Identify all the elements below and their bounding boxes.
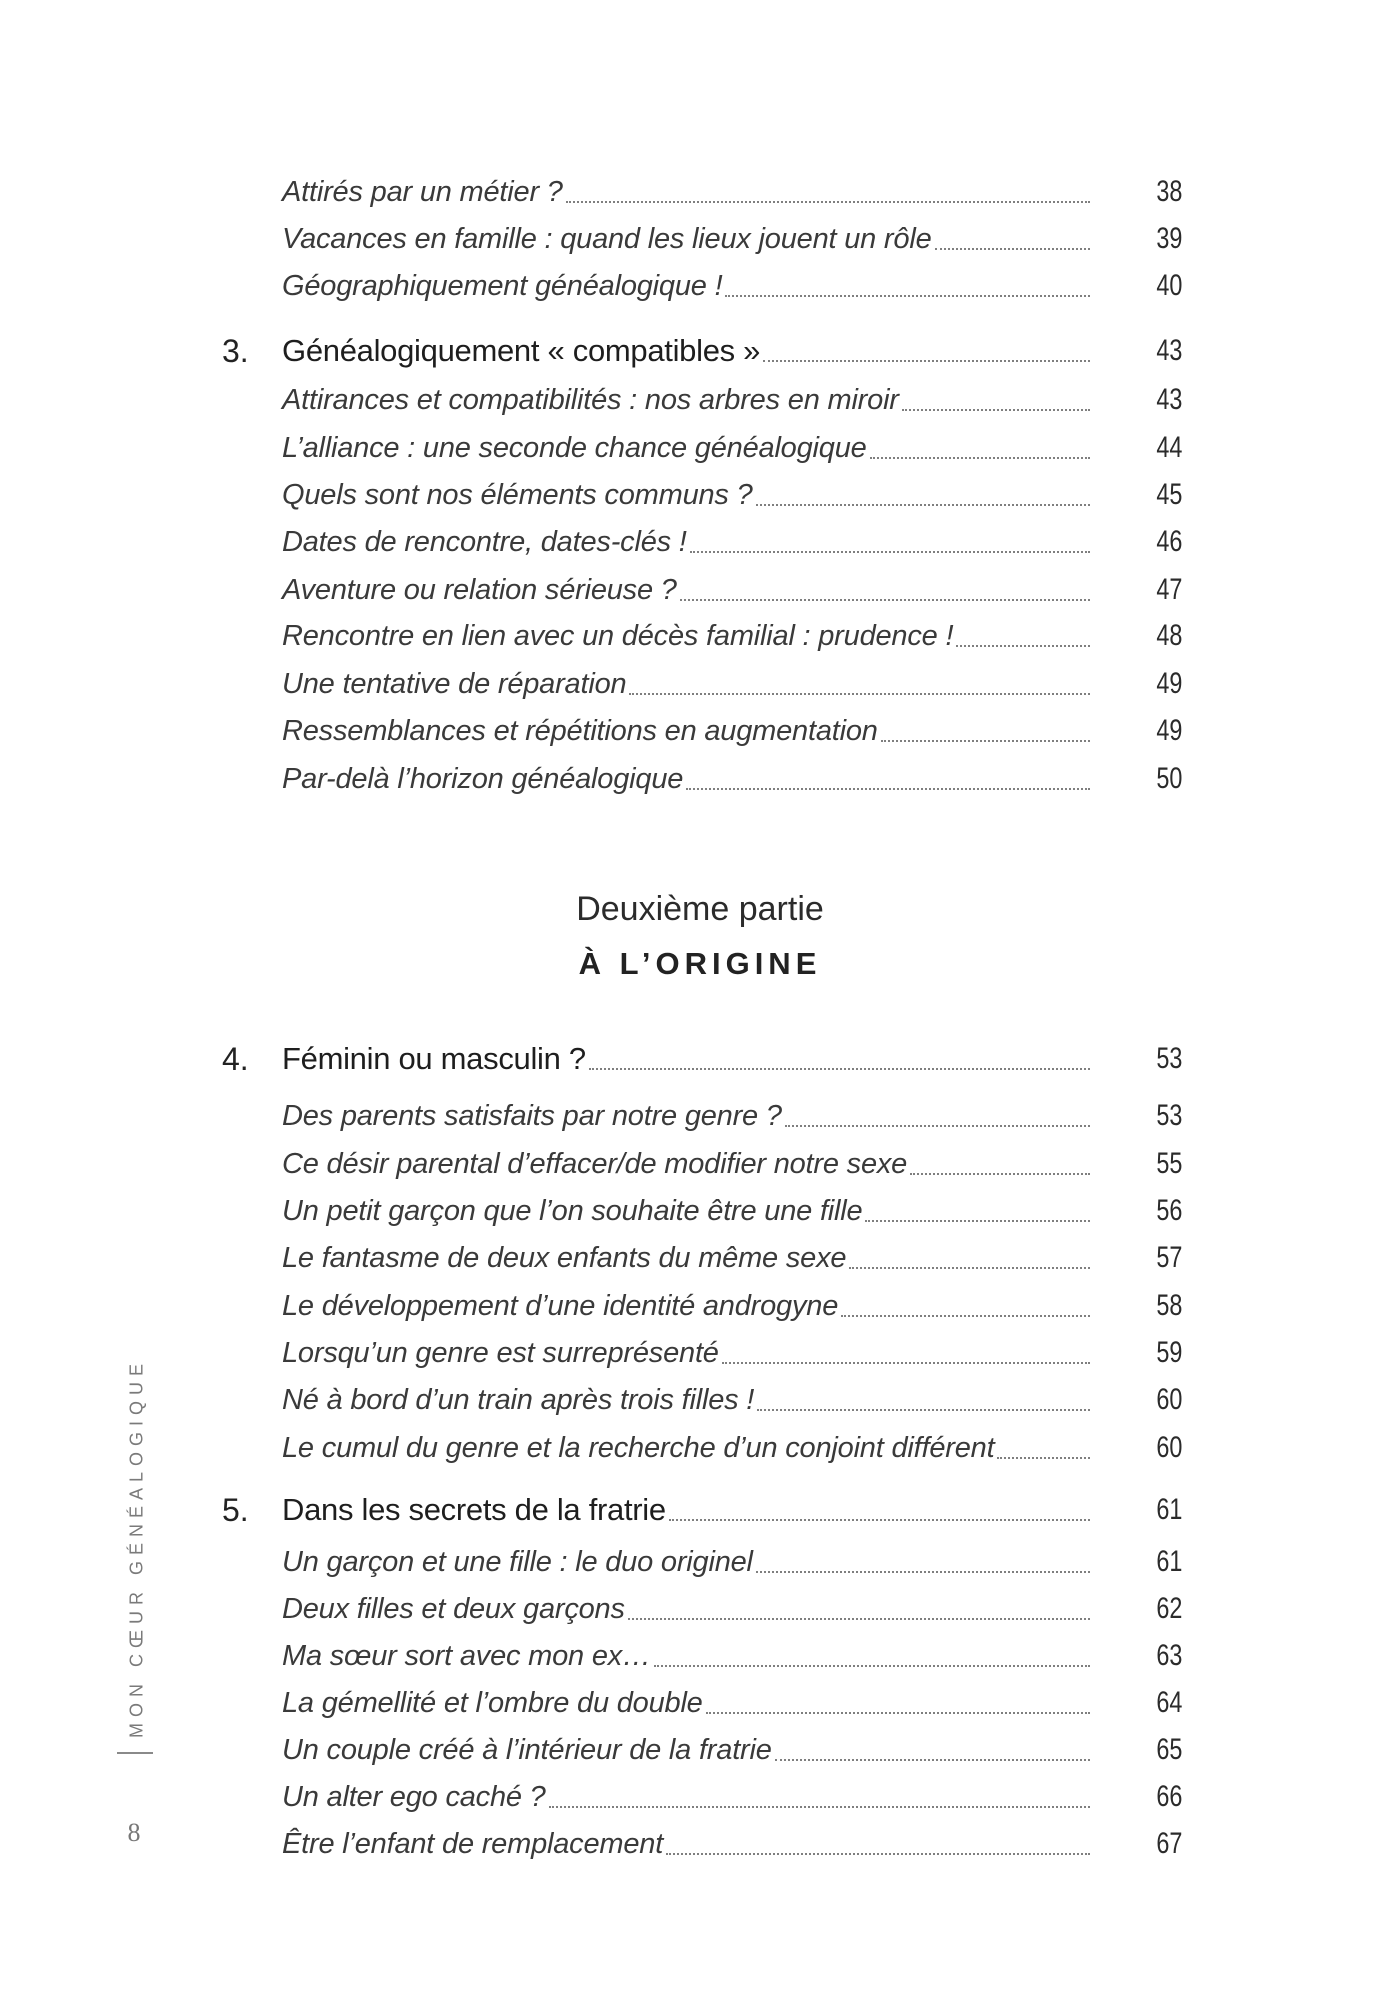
dot-leader <box>997 1457 1090 1459</box>
toc-entry[interactable] <box>222 1683 1182 1723</box>
toc-entry-title: Attirances et compatibilités : nos arbres en miroir <box>282 384 899 416</box>
toc-entry-title: Des parents satisfaits par notre genre ? <box>282 1100 782 1132</box>
toc-chapter-4[interactable] <box>222 1039 1182 1079</box>
dot-leader <box>775 1759 1090 1761</box>
toc-page-number: 55 <box>1155 1147 1182 1180</box>
toc-entry[interactable] <box>222 1636 1182 1676</box>
dot-leader <box>629 693 1090 695</box>
dot-leader <box>881 740 1090 742</box>
toc-entry[interactable] <box>222 711 1182 751</box>
dot-leader <box>669 1519 1090 1521</box>
toc-entry[interactable] <box>222 428 1182 468</box>
toc-entry-title: Être l’enfant de remplacement <box>282 1828 664 1860</box>
dot-leader <box>870 457 1090 459</box>
dot-leader <box>763 360 1090 362</box>
toc-entry[interactable] <box>222 1238 1182 1278</box>
toc-page-number: 61 <box>1155 1493 1182 1526</box>
dot-leader <box>706 1712 1090 1714</box>
toc-entry[interactable] <box>222 1589 1182 1629</box>
dot-leader <box>654 1665 1090 1667</box>
toc-entry-title: Un garçon et une fille : le duo originel <box>282 1546 753 1578</box>
dot-leader <box>690 551 1090 553</box>
toc-page-number: 60 <box>1155 1431 1182 1464</box>
toc-page-number: 67 <box>1155 1827 1182 1860</box>
margin-rule <box>117 1752 153 1754</box>
toc-entry-title: La gémellité et l’ombre du double <box>282 1687 703 1719</box>
toc-entry-title: Ce désir parental d’effacer/de modifier notre sexe <box>282 1148 908 1180</box>
dot-leader <box>865 1220 1090 1222</box>
dot-leader <box>841 1315 1090 1317</box>
toc-entry-title: Le fantasme de deux enfants du même sexe <box>282 1242 847 1274</box>
part-label: Deuxième partie <box>576 890 824 928</box>
running-head-text: MON CŒUR GÉNÉALOGIQUE <box>126 1357 147 1738</box>
toc-entry-title: Deux filles et deux garçons <box>282 1593 625 1625</box>
toc-entry[interactable] <box>222 219 1182 259</box>
toc-page-number: 50 <box>1155 762 1182 795</box>
toc-page-number: 63 <box>1155 1639 1182 1672</box>
dot-leader <box>680 599 1090 601</box>
toc-entry-title: Aventure ou relation sérieuse ? <box>282 574 677 606</box>
toc-page-number: 66 <box>1155 1780 1182 1813</box>
dot-leader <box>628 1618 1090 1620</box>
toc-page-number: 65 <box>1155 1733 1182 1766</box>
dot-leader <box>849 1267 1090 1269</box>
toc-page-number: 43 <box>1155 334 1182 367</box>
toc-entry-title: Vacances en famille : quand les lieux jouent un rôle <box>282 223 932 255</box>
toc-page-number: 62 <box>1155 1592 1182 1625</box>
toc-entry-title: Un alter ego caché ? <box>282 1781 546 1813</box>
toc-page-number: 64 <box>1155 1686 1182 1719</box>
dot-leader <box>756 1571 1090 1573</box>
toc-entry[interactable] <box>222 266 1182 306</box>
toc-entry-title: Le développement d’une identité androgyne <box>282 1290 839 1322</box>
toc-page-number: 59 <box>1155 1336 1182 1369</box>
toc-entry[interactable] <box>222 1333 1182 1373</box>
chapter-title: Dans les secrets de la fratrie <box>282 1492 666 1527</box>
dot-leader <box>725 295 1090 297</box>
toc-entry-title: Par-delà l’horizon généalogique <box>282 763 684 795</box>
toc-entry-title: Dates de rencontre, dates-clés ! <box>282 526 687 558</box>
toc-page-number: 44 <box>1155 431 1182 464</box>
toc-page-number: 48 <box>1155 619 1182 652</box>
chapter-title: Féminin ou masculin ? <box>282 1041 586 1076</box>
toc-entry-title: Géographiquement généalogique ! <box>282 270 723 302</box>
toc-entry[interactable] <box>222 1144 1182 1184</box>
toc-page-number: 56 <box>1155 1194 1182 1227</box>
toc-page-number: 43 <box>1155 383 1182 416</box>
toc-page-number: 40 <box>1155 269 1182 302</box>
toc-entry-title: Ressemblances et répétitions en augmentation <box>282 715 878 747</box>
toc-entry[interactable] <box>222 1428 1182 1468</box>
toc-entry[interactable] <box>222 380 1182 420</box>
toc-chapter-3[interactable] <box>222 331 1182 371</box>
toc-entry-title: Quels sont nos éléments communs ? <box>282 479 753 511</box>
chapter-number: 5. <box>222 1492 249 1528</box>
toc-entry[interactable] <box>222 1824 1182 1864</box>
toc-entry[interactable] <box>222 570 1182 610</box>
toc-entry-title: Rencontre en lien avec un décès familial : prudence ! <box>282 620 954 652</box>
toc-page-number: 61 <box>1155 1545 1182 1578</box>
dot-leader <box>686 788 1090 790</box>
toc-page-number: 49 <box>1155 714 1182 747</box>
toc-entry[interactable] <box>222 1777 1182 1817</box>
toc-entry[interactable] <box>222 616 1182 656</box>
toc-entry[interactable] <box>222 475 1182 515</box>
dot-leader <box>722 1362 1090 1364</box>
toc-page-number: 45 <box>1155 478 1182 511</box>
dot-leader <box>566 201 1090 203</box>
toc-page-number: 58 <box>1155 1289 1182 1322</box>
toc-entry-title: Lorsqu’un genre est surreprésenté <box>282 1337 719 1369</box>
toc-entry-title: L’alliance : une seconde chance généalogique <box>282 432 867 464</box>
toc-page-number: 47 <box>1155 573 1182 606</box>
toc-entry[interactable] <box>222 1380 1182 1420</box>
dot-leader <box>956 645 1090 647</box>
toc-page-number: 53 <box>1155 1099 1182 1132</box>
toc-entry-title: Ma sœur sort avec mon ex… <box>282 1640 651 1672</box>
toc-page-number: 53 <box>1155 1042 1182 1075</box>
toc-entry[interactable] <box>222 759 1182 799</box>
toc-page-number: 38 <box>1155 175 1182 208</box>
toc-entry[interactable] <box>222 1096 1182 1136</box>
toc-chapter-5[interactable] <box>222 1490 1182 1530</box>
toc-entry[interactable] <box>222 1286 1182 1326</box>
toc-entry-title: Un petit garçon que l’on souhaite être une fille <box>282 1195 863 1227</box>
dot-leader <box>902 409 1090 411</box>
toc-entry-title: Né à bord d’un train après trois filles ! <box>282 1384 755 1416</box>
toc-entry[interactable] <box>222 1191 1182 1231</box>
toc-entry-title: Une tentative de réparation <box>282 668 627 700</box>
dot-leader <box>910 1173 1090 1175</box>
toc-entry-title: Attirés par un métier ? <box>282 176 563 208</box>
toc-page-number: 46 <box>1155 525 1182 558</box>
toc-entry[interactable] <box>222 522 1182 562</box>
toc-page-number: 39 <box>1155 222 1182 255</box>
toc-entry[interactable] <box>222 1730 1182 1770</box>
dot-leader <box>757 1409 1090 1411</box>
dot-leader <box>589 1068 1090 1070</box>
dot-leader <box>785 1125 1090 1127</box>
part-title: À L’ORIGINE <box>578 946 822 981</box>
running-head <box>122 1357 152 1738</box>
dot-leader <box>549 1806 1090 1808</box>
chapter-title: Généalogiquement « compatibles » <box>282 333 761 368</box>
toc-entry[interactable] <box>222 1542 1182 1582</box>
toc-entry-title: Le cumul du genre et la recherche d’un conjoint différent <box>282 1432 995 1464</box>
chapter-number: 4. <box>222 1041 249 1077</box>
toc-page-number: 57 <box>1155 1241 1182 1274</box>
toc-page-number: 60 <box>1155 1383 1182 1416</box>
dot-leader <box>756 504 1090 506</box>
toc-entry[interactable] <box>222 664 1182 704</box>
toc-entry[interactable] <box>222 172 1182 212</box>
chapter-number: 3. <box>222 333 249 369</box>
dot-leader <box>935 248 1091 250</box>
toc-page-number: 49 <box>1155 667 1182 700</box>
toc-entry-title: Un couple créé à l’intérieur de la fratrie <box>282 1734 772 1766</box>
folio-page-number: 8 <box>127 1818 141 1847</box>
dot-leader <box>666 1853 1090 1855</box>
